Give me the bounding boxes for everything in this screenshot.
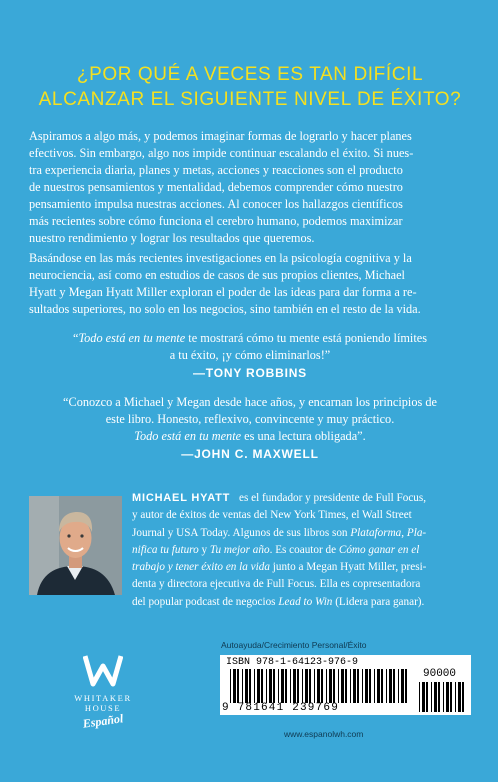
endorsement-tony-robbins [60, 330, 440, 382]
ean-digits: 9 781641 239769 [222, 702, 340, 714]
price-code: 90000 [423, 668, 457, 680]
barcode-bar [317, 669, 320, 703]
bio-line: del popular podcast de negocios Lead to Win (Lidera para ganar). [132, 595, 425, 608]
barcode-bar [369, 669, 371, 703]
publisher-script: Español [81, 711, 125, 731]
bio-line: y autor de éxitos de ventas del New York Times, el Wall Street [132, 509, 412, 522]
barcode-bar [341, 669, 344, 703]
barcode-bar [290, 669, 291, 703]
paragraph-line: neurociencia, así como en estudios de casos de sus propios clientes, Michael [29, 268, 405, 282]
barcode-bars [230, 669, 410, 703]
barcode-bar [393, 669, 395, 703]
barcode-bar [285, 669, 287, 703]
barcode-bar [266, 669, 267, 703]
barcode-bar [450, 682, 452, 712]
paragraph-line: Aspiramos a algo más, y podemos imaginar formas de lograrlo y hacer planes [29, 129, 412, 143]
author-name: MICHAEL HYATT [132, 492, 231, 504]
quote-line: este libro. Honesto, reflexivo, convincente y muy práctico. [105, 412, 395, 426]
barcode-bar [333, 669, 335, 703]
endorsement-john-maxwell [60, 394, 440, 463]
barcode-bar [446, 682, 449, 712]
description-paragraph-2 [29, 250, 471, 318]
barcode-bar [398, 669, 399, 703]
barcode-bar [405, 669, 407, 703]
paragraph-line: Hyatt y Megan Hyatt Miller exploran el poder de las ideas para dar forma a re- [29, 285, 417, 299]
publisher-name-line-1: WHITAKER [74, 693, 132, 703]
quote-line: “Todo está en tu mente te mostrará cómo tu mente está poniendo límites [72, 331, 428, 345]
barcode-bar [350, 669, 351, 703]
quote-line: Todo está en tu mente es una lectura obligada”. [134, 429, 366, 443]
barcode-bar [314, 669, 315, 703]
category-label: Autoayuda/Crecimiento Personal/Éxito [221, 640, 367, 650]
barcode-bar [374, 669, 375, 703]
barcode-bar [455, 682, 456, 712]
barcode-bar [237, 669, 239, 703]
bio-line: nifica tu futuro y Tu mejor año. Es coautor de Cómo ganar en el [132, 543, 420, 556]
barcode-bar [386, 669, 387, 703]
barcode-bar [329, 669, 332, 703]
barcode-bar [249, 669, 251, 703]
paragraph-line: tra experiencia diaria, planes y metas, acciones y reacciones son el producto [29, 163, 403, 177]
barcode-bar [321, 669, 323, 703]
paragraph-line: Basándose en las más recientes investigaciones en la psicología cognitiva y la [29, 251, 412, 265]
publisher-name-line-2: HOUSE [84, 703, 122, 713]
barcode-bar [242, 669, 243, 703]
barcode-bar [338, 669, 339, 703]
barcode-bar [273, 669, 275, 703]
book-title: Todo está en tu mente [78, 331, 186, 345]
barcode-bar [458, 682, 461, 712]
addon-barcode-bars [419, 682, 465, 712]
barcode-bar [305, 669, 308, 703]
back-cover-headline [30, 62, 470, 112]
barcode-bar [434, 682, 437, 712]
isbn-text: ISBN 978-1-64123-976-9 [226, 657, 359, 668]
barcode-bar [357, 669, 359, 703]
barcode-bar [261, 669, 263, 703]
bio-line: Journal y USA Today. Algunos de sus libros son Plataforma, Pla- [132, 526, 427, 539]
isbn-barcode [220, 655, 471, 715]
paragraph-line: nuestro rendimiento y lograr los resultados que queremos. [29, 231, 315, 245]
paragraph-line: sultados superiores, no solo en los negocios, sino también en el resto de la vida. [29, 302, 421, 316]
barcode-bar [401, 669, 404, 703]
barcode-bar [309, 669, 311, 703]
quote-line: “Conozco a Michael y Megan desde hace años, y encarnan los principios de [63, 395, 437, 409]
author-portrait-illustration [29, 496, 122, 595]
barcode-bar [269, 669, 272, 703]
barcode-bar [278, 669, 279, 703]
barcode-bar [389, 669, 392, 703]
quote-line: a tu éxito, ¡y cómo eliminarlos!” [169, 348, 331, 362]
barcode-bar [233, 669, 236, 703]
paragraph-line: de nuestros pensamientos y mentalidad, debemos comprender cómo nuestro [29, 180, 403, 194]
barcode-bar [362, 669, 363, 703]
barcode-bar [345, 669, 347, 703]
bio-line: MICHAEL HYATT es el fundador y presidente de Full Focus, [132, 492, 427, 504]
website-url: www.espanolwh.com [284, 729, 364, 739]
paragraph-line: efectivos. Sin embargo, algo nos impide continuar escalando el éxito. Si nues- [29, 146, 414, 160]
publisher-logo [58, 654, 148, 744]
headline-line-2: ALCANZAR EL SIGUIENTE NIVEL DE ÉXITO? [38, 89, 462, 110]
barcode-bar [438, 682, 440, 712]
barcode-bar [245, 669, 248, 703]
author-bio [132, 490, 472, 611]
barcode-bar [377, 669, 380, 703]
book-title: Todo está en tu mente [134, 429, 242, 443]
paragraph-line: pensamiento impulsa nuestras acciones. Al conocer los hallazgos científicos [29, 197, 403, 211]
barcode-bar [419, 682, 420, 712]
description-paragraph-1 [29, 128, 471, 247]
headline-line-1: ¿POR QUÉ A VECES ES TAN DIFÍCIL [76, 64, 424, 85]
barcode-bar [281, 669, 284, 703]
barcode-bar [422, 682, 425, 712]
barcode-bar [254, 669, 255, 703]
author-photo [29, 496, 122, 595]
quote-attribution: —JOHN C. MAXWELL [181, 447, 319, 461]
barcode-bar [257, 669, 260, 703]
barcode-bar [293, 669, 296, 703]
barcode-bar [426, 682, 428, 712]
barcode-bar [230, 669, 231, 703]
barcode-bar [365, 669, 368, 703]
barcode-bar [353, 669, 356, 703]
barcode-bar [326, 669, 327, 703]
bio-line: trabajo y tener éxito en la vida junto a Megan Hyatt Miller, presi- [132, 561, 427, 574]
barcode-bar [462, 682, 464, 712]
barcode-bar [302, 669, 303, 703]
barcode-bar [297, 669, 299, 703]
barcode-bar [431, 682, 432, 712]
quote-attribution: —TONY ROBBINS [193, 366, 307, 380]
bio-line: denta y directora ejecutiva de Full Focus. Ella es copresentadora [132, 578, 421, 591]
paragraph-line: más recientes sobre cómo funciona el cerebro humano, podemos maximizar [29, 214, 403, 228]
whitaker-w-icon [83, 654, 123, 688]
barcode-bar [381, 669, 383, 703]
barcode-bar [443, 682, 444, 712]
